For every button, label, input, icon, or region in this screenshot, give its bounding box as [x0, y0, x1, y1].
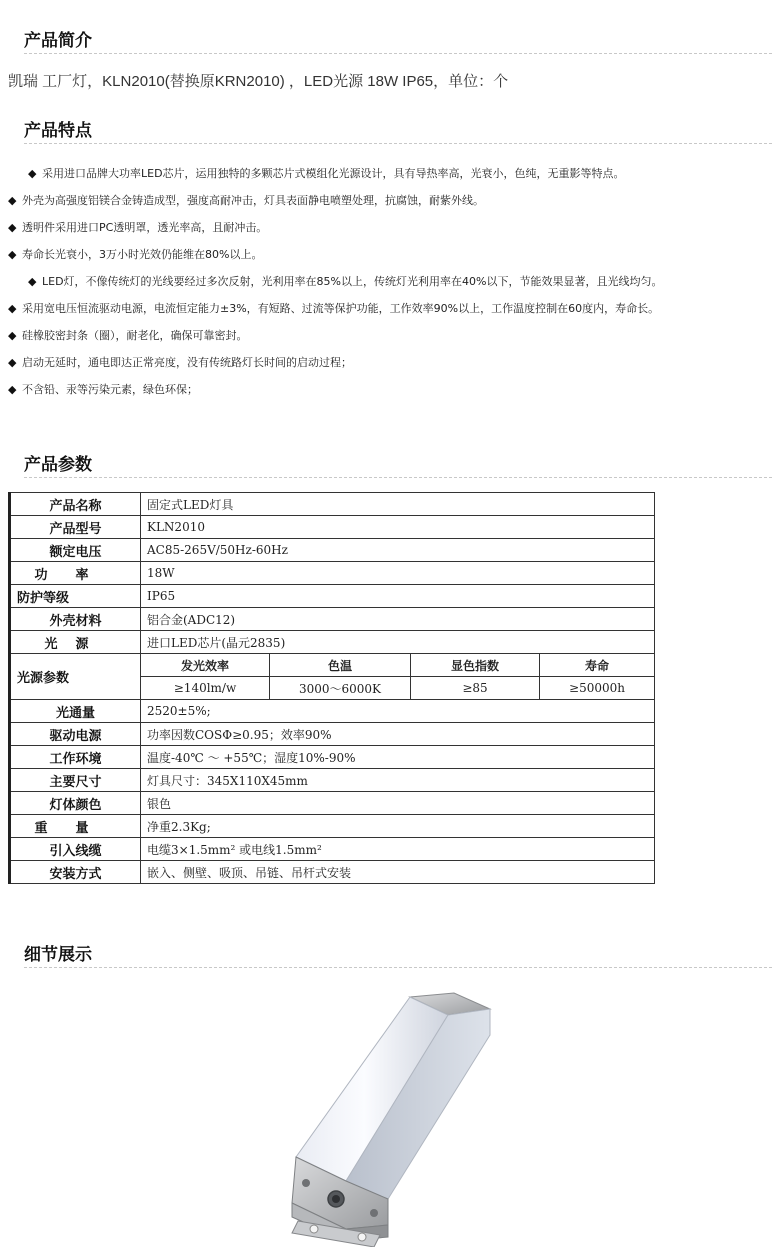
param-label: 防护等级	[10, 585, 141, 608]
param-label: 灯体颜色	[10, 792, 141, 815]
detail-title: 细节展示	[24, 945, 92, 965]
table-row	[10, 516, 655, 539]
param-label: 功率	[10, 562, 141, 585]
feature-text: 外壳为高强度铝镁合金铸造成型，强度高耐冲击，灯具表面静电喷塑处理，抗腐蚀，耐紫外线。	[22, 194, 484, 207]
table-row	[10, 792, 655, 815]
param-label: 光通量	[10, 700, 141, 723]
feature-text: 不含铅、汞等污染元素，绿色环保；	[22, 383, 198, 396]
diamond-bullet-icon: ◆	[8, 248, 17, 261]
features-section-header	[0, 110, 776, 144]
param-value: 电缆3×1.5mm² 或电线1.5mm²	[141, 838, 655, 861]
param-label: 主要尺寸	[10, 769, 141, 792]
param-label: 重量	[10, 815, 141, 838]
intro-section-header	[0, 20, 776, 54]
table-row	[10, 838, 655, 861]
param-value: 银色	[141, 792, 655, 815]
features-title: 产品特点	[24, 121, 92, 141]
param-label: 外壳材料	[10, 608, 141, 631]
table-row	[10, 585, 655, 608]
section-divider	[24, 143, 772, 144]
table-row	[10, 493, 655, 516]
diamond-bullet-icon: ◆	[8, 356, 17, 369]
section-divider	[24, 967, 772, 968]
feature-text: 采用宽电压恒流驱动电源，电流恒定能力±3%，有短路、过流等保护功能，工作效率90%以上，工作温度控制在60度内，寿命长。	[22, 302, 660, 315]
param-label: 光源	[10, 631, 141, 654]
feature-item	[8, 219, 267, 235]
section-divider	[24, 477, 772, 478]
table-row	[10, 631, 655, 654]
feature-text: 透明件采用进口PC透明罩，透光率高，且耐冲击。	[22, 221, 268, 234]
param-label: 引入线缆	[10, 838, 141, 861]
diamond-bullet-icon: ◆	[8, 302, 17, 315]
feature-item	[8, 327, 248, 343]
param-value: 铝合金(ADC12)	[141, 608, 655, 631]
param-label: 安装方式	[10, 861, 141, 884]
diamond-bullet-icon: ◆	[8, 194, 17, 207]
params-section-header	[0, 444, 776, 478]
table-row	[10, 746, 655, 769]
feature-text: 寿命长光衰小，3万小时光效仍能维在80%以上。	[22, 248, 263, 261]
table-row	[10, 815, 655, 838]
param-label: 产品名称	[10, 493, 141, 516]
param-value: 2520±5%;	[141, 700, 655, 723]
product-params-table	[8, 492, 655, 884]
product-photo	[262, 985, 526, 1247]
param-value: IP65	[141, 585, 655, 608]
param-value: KLN2010	[141, 516, 655, 539]
sub-value: 3000～6000K	[270, 677, 411, 700]
param-value: 温度-40℃ ～ +55℃；湿度10%-90%	[141, 746, 655, 769]
sub-value: ≥140lm/w	[141, 677, 270, 700]
section-divider	[24, 53, 772, 54]
feature-text: LED灯，不像传统灯的光线要经过多次反射，光利用率在85%以上，传统灯光利用率在40%以下，节能效果显著，且光线均匀。	[42, 275, 663, 288]
intro-title: 产品简介	[24, 31, 92, 51]
param-value: 净重2.3Kg;	[141, 815, 655, 838]
param-label: 驱动电源	[10, 723, 141, 746]
table-row	[10, 608, 655, 631]
table-row	[10, 539, 655, 562]
param-value: 功率因数COSΦ≥0.95；效率90%	[141, 723, 655, 746]
feature-item	[8, 192, 484, 208]
sub-header: 色温	[270, 654, 411, 677]
param-value: 灯具尺寸：345X110X45mm	[141, 769, 655, 792]
param-value: 18W	[141, 562, 655, 585]
feature-item	[28, 273, 662, 289]
param-label: 产品型号	[10, 516, 141, 539]
param-value: 嵌入、侧壁、吸顶、吊链、吊杆式安装	[141, 861, 655, 884]
sub-header: 寿命	[540, 654, 655, 677]
table-row	[10, 654, 655, 677]
param-value: AC85-265V/50Hz-60Hz	[141, 539, 655, 562]
detail-section-header	[0, 934, 776, 968]
diamond-bullet-icon: ◆	[28, 275, 37, 288]
feature-text: 硅橡胶密封条（圈），耐老化，确保可靠密封。	[22, 329, 248, 342]
sub-value: ≥50000h	[540, 677, 655, 700]
params-title: 产品参数	[24, 455, 92, 475]
table-row	[10, 723, 655, 746]
param-label: 光源参数	[10, 654, 141, 700]
diamond-bullet-icon: ◆	[28, 167, 37, 180]
feature-text: 采用进口品牌大功率LED芯片，运用独特的多颗芯片式模组化光源设计，具有导热率高，光衰小，色纯，无重影等特点。	[42, 167, 625, 180]
table-row	[10, 562, 655, 585]
intro-description: 凯瑞 工厂灯，KLN2010(替换原KRN2010) ，LED光源 18W IP65，单位：个	[8, 73, 509, 90]
diamond-bullet-icon: ◆	[8, 221, 17, 234]
param-label: 工作环境	[10, 746, 141, 769]
table-row	[10, 700, 655, 723]
diamond-bullet-icon: ◆	[8, 383, 17, 396]
table-row	[10, 861, 655, 884]
feature-item	[8, 354, 352, 370]
table-row	[10, 769, 655, 792]
feature-text: 启动无延时，通电即达正常亮度，没有传统路灯长时间的启动过程；	[22, 356, 352, 369]
feature-item	[8, 381, 198, 397]
diamond-bullet-icon: ◆	[8, 329, 17, 342]
feature-item	[28, 165, 625, 181]
param-value: 进口LED芯片(晶元2835)	[141, 631, 655, 654]
sub-value: ≥85	[411, 677, 540, 700]
sub-header: 发光效率	[141, 654, 270, 677]
feature-item	[8, 300, 659, 316]
led-fixture-image	[262, 985, 526, 1247]
feature-item	[8, 246, 262, 262]
param-label: 额定电压	[10, 539, 141, 562]
sub-header: 显色指数	[411, 654, 540, 677]
param-value: 固定式LED灯具	[141, 493, 655, 516]
